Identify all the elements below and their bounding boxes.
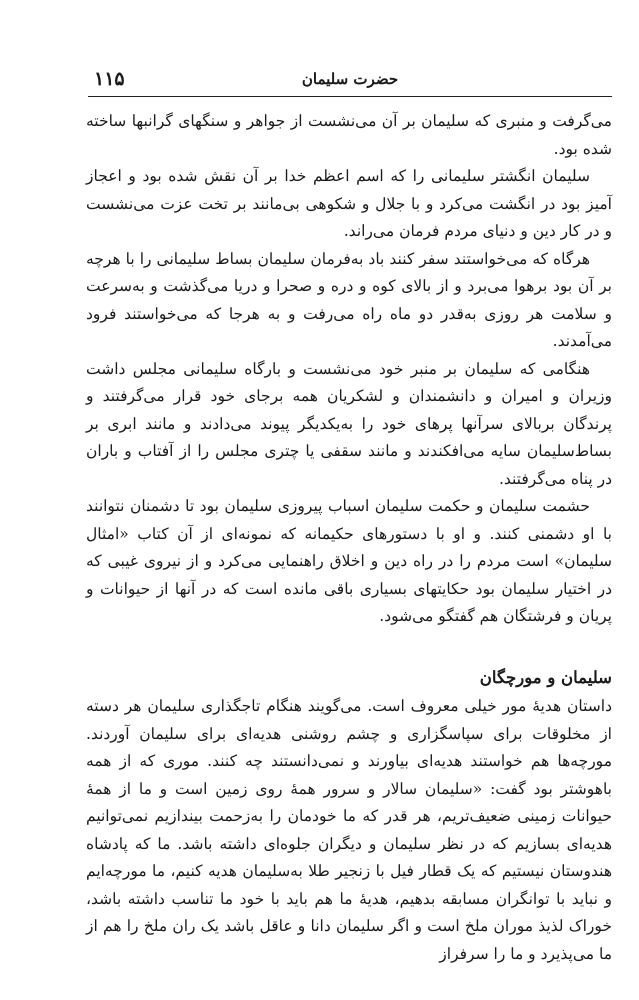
section-heading: سلیمان و مورچگان — [479, 667, 612, 687]
running-title: حضرت سلیمان — [301, 70, 399, 88]
paragraph: می‌گرفت و منبری که سلیمان بر آن می‌نشست از جواهر و سنگهای گرانبها ساخته شده بود. — [86, 112, 612, 158]
paragraph: هنگامی که سلیمان بر منبر خود می‌نشست و بارگاه سلیمانی مجلس داشت وزیران و امیران و دانشمندان و لشکریان همه برجای خود قرار می‌گرفتند و پرندگان بربالای سرآنها پرهای خود را به‌یکدیگر پیوند می‌دادند و مانند ابری بر بساط‌سلیمان سایه می‌افکندند و مانند سقفی یا چتری مجلس را از آفتاب و باران در پناه می‌گرفتند. — [86, 359, 612, 488]
paragraph: داستان هدیهٔ مور خیلی معروف است. می‌گویند هنگام تاجگذاری سلیمان هر دسته از مخلوقات برای سپاسگزاری و چشم روشنی هدیه‌ای برای سلیمان آوردند. مورچه‌ها هم خواستند هدیه‌ای بیاورند و نمی‌دانستند چه کنند. موری که از همه باهوشتر بود گفت: «سلیمان سالار و سرور همهٔ روی زمین است و ما از همهٔ حیوانات زمینی ضعیف‌تریم، هر قدر که ما خودمان را به‌زحمت بیندازیم نمی‌توانیم هدیه‌ای بسازیم که در نظر سلیمان و دیگران جلوه‌ای داشته باشد. ما که پادشاه هندوستان نیستیم که یک قطار فیل با زنجیر طلا به‌سلیمان هدیه کنیم، ما مورچه‌ایم و نباید با توانگران مسابقه بدهیم، هدیهٔ ما هم باید با خود ما تناسب داشته باشد، خوراک لذیذ موران ملخ است و اگر سلیمان دانا و عاقل باشد یک ران ملخ را هم از ما می‌پذیرد و ما را سرفراز — [86, 697, 612, 963]
paragraph: حشمت سلیمان و حکمت سلیمان اسباب پیروزی سلیمان بود تا دشمنان نتوانند با او دشمنی کنند. و او با دستورهای حکیمانه که نمونه‌ای از آن کتاب «امثال سلیمان» است مردم را در راه دین و اخلاق راهنمایی می‌کرد و از نیروی غیبی که در اختیار سلیمان بود حکایتهای بسیاری باقی مانده است که در آنها از حیوانات و پریان و فرشتگان هم گفتگو می‌شود. — [86, 497, 612, 625]
page-body — [86, 108, 612, 968]
paragraph: هرگاه که می‌خواستند سفر کنند باد به‌فرمان سلیمان بساط سلیمانی را با هرچه بر آن بود برهوا می‌برد و از بالای کوه و دره و صحرا و دریا می‌گذشت و به‌سرعت و سلامت هر روزی به‌قدر دو ماه راه می‌رفت و به هرجا که می‌خواستند فرود می‌آمدند. — [86, 249, 612, 350]
page-number: ۱۱۵ — [94, 68, 125, 90]
page-header — [88, 66, 612, 97]
paragraph: سلیمان انگشتر سلیمانی را که اسم اعظم خدا بر آن نقش شده بود و اعجاز آمیز بود در انگشت می‌کرد و با جلال و شکوهی بی‌مانند بر تخت عزت می‌نشست و در کار دین و دنیای مردم فرمان می‌راند. — [86, 167, 612, 240]
